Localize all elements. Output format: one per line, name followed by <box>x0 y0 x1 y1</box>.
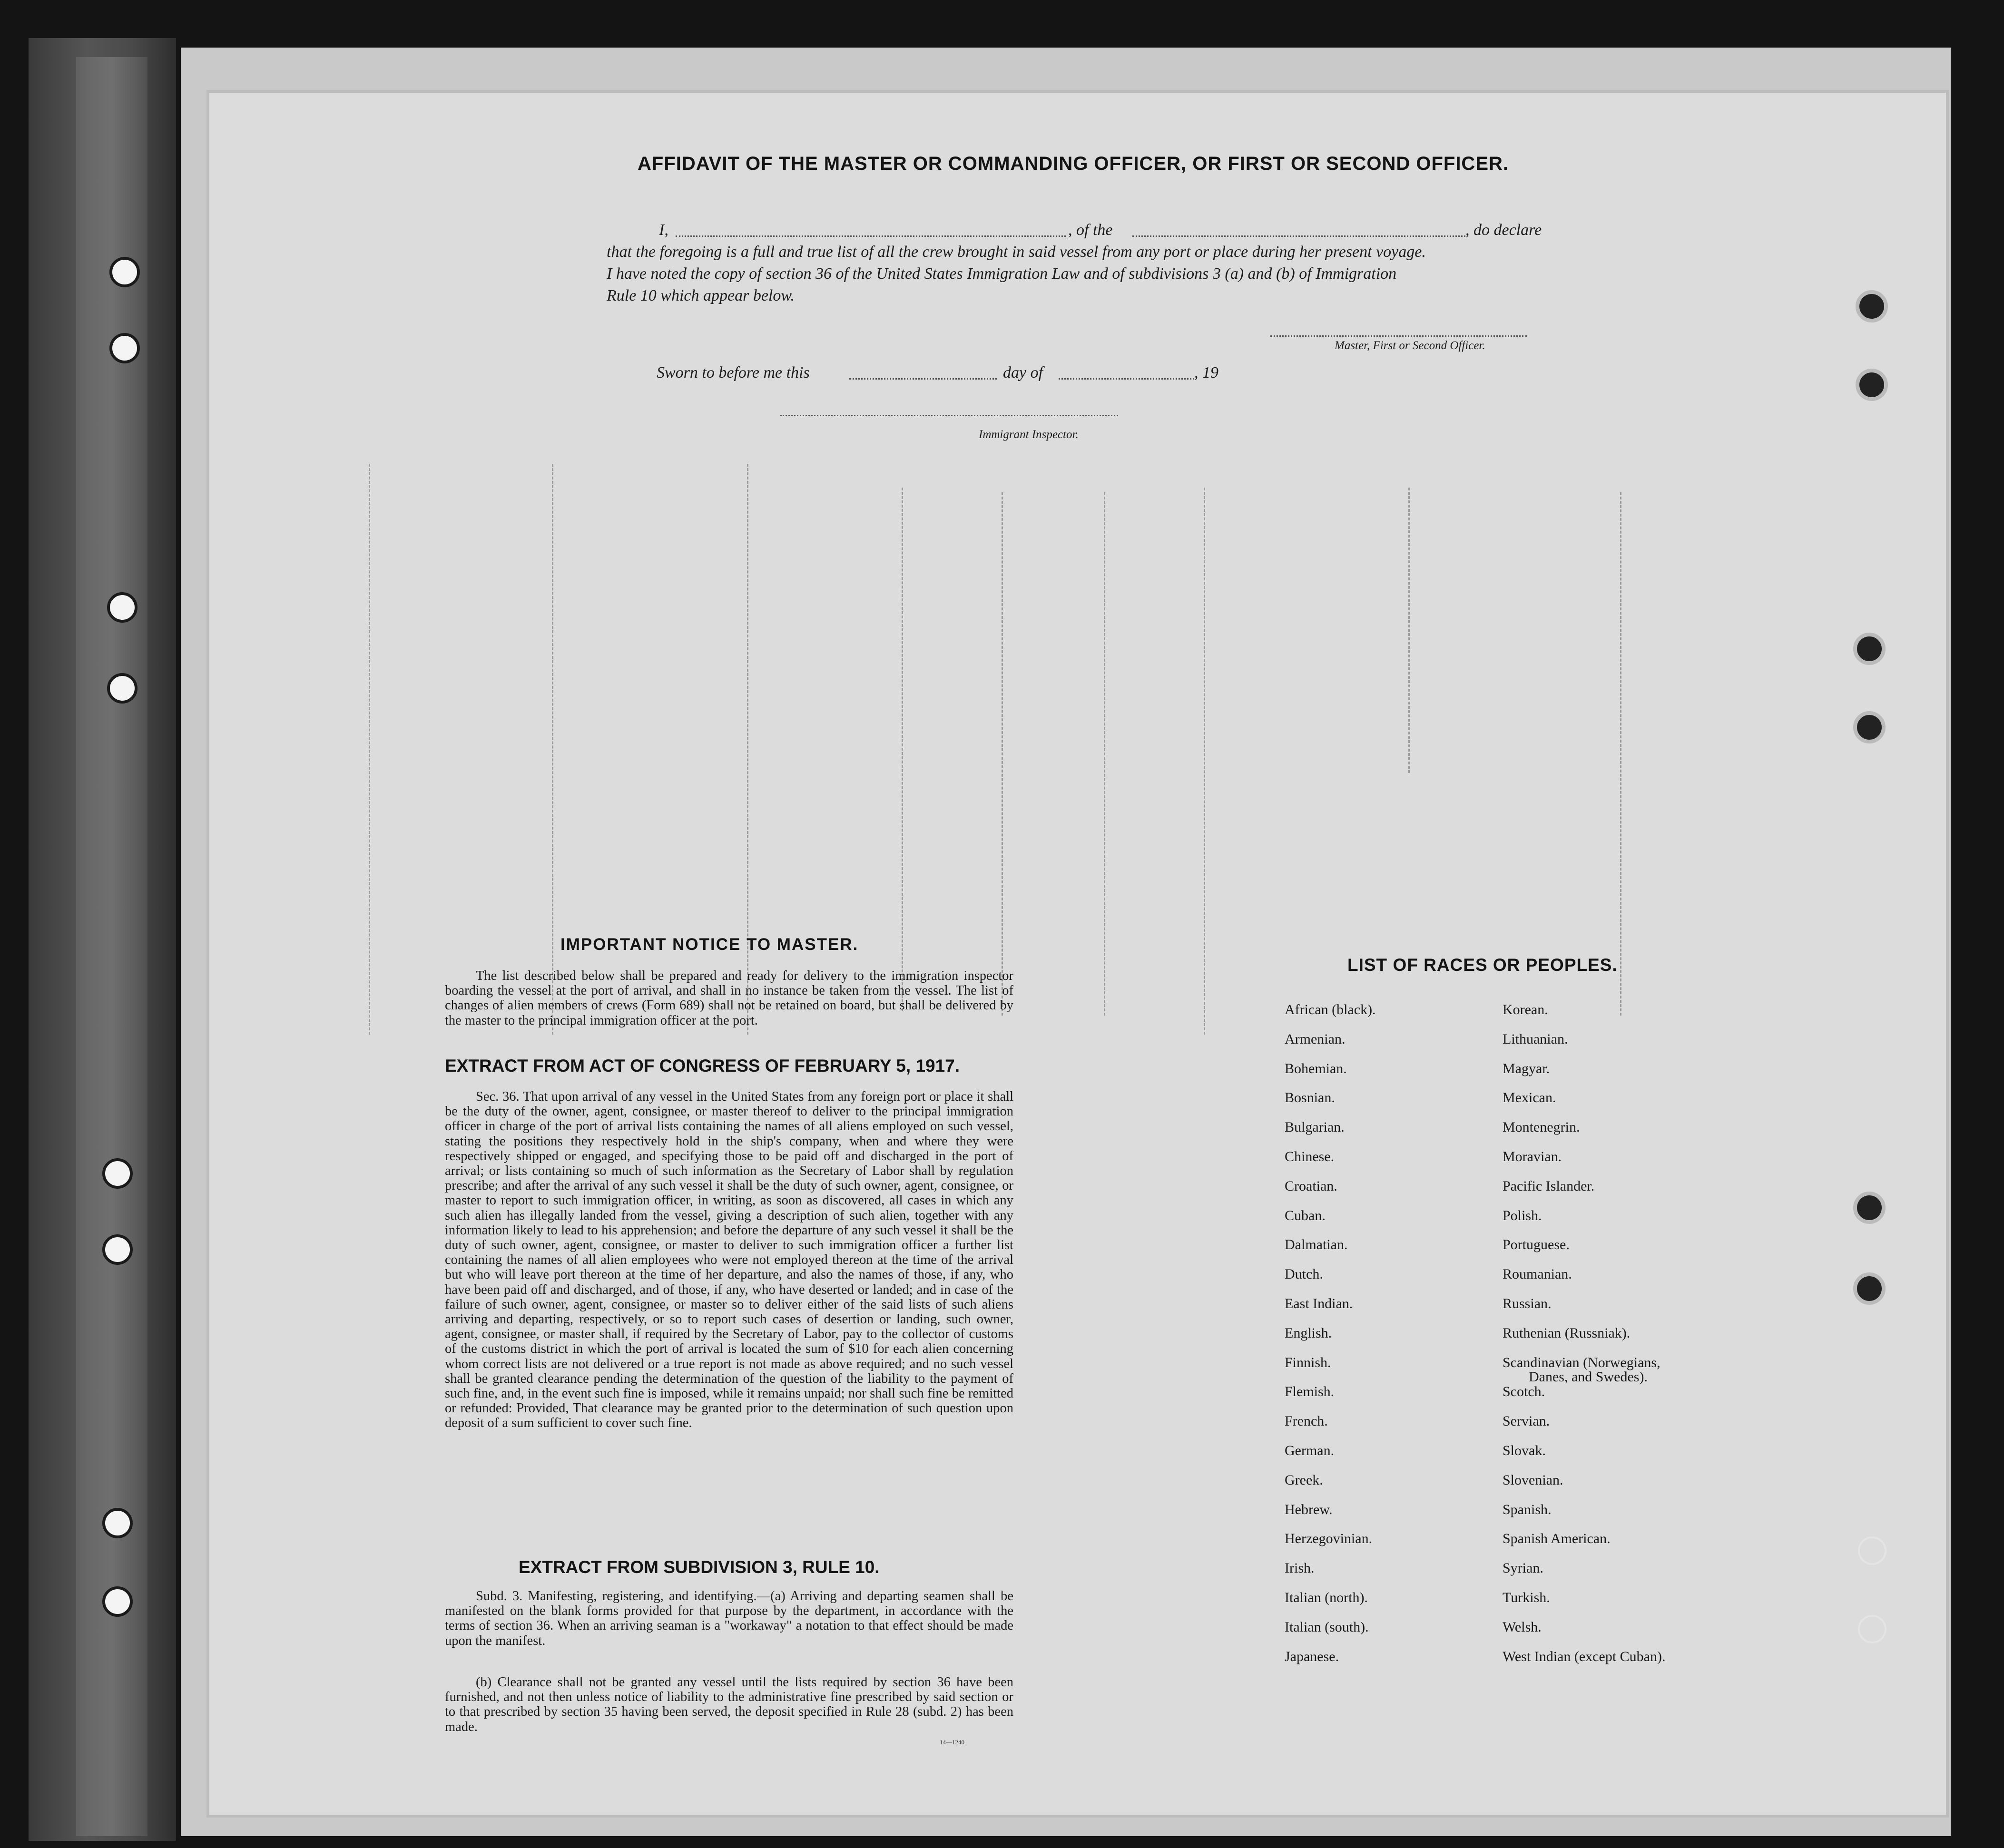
race-item: Portuguese. <box>1503 1237 1570 1253</box>
race-item: East Indian. <box>1285 1296 1353 1311</box>
race-item: Scandinavian (Norwegians, <box>1503 1354 1660 1370</box>
race-item: Welsh. <box>1503 1619 1542 1635</box>
race-item: Dutch. <box>1285 1266 1323 1282</box>
race-item: Russian. <box>1503 1296 1552 1311</box>
race-item: Pacific Islander. <box>1503 1178 1595 1194</box>
sworn-date-line <box>849 378 997 380</box>
binder-hole <box>102 1234 133 1265</box>
race-item: Armenian. <box>1285 1031 1346 1047</box>
ghost-column <box>369 464 370 1035</box>
binder-hole <box>102 1158 133 1189</box>
master-signature-label: Master, First or Second Officer. <box>1335 339 1485 352</box>
race-item: Slovak. <box>1503 1443 1546 1458</box>
document-page <box>209 93 1946 1815</box>
race-item: Montenegrin. <box>1503 1119 1580 1135</box>
binder-hole <box>109 257 140 287</box>
race-item: Croatian. <box>1285 1178 1337 1194</box>
race-item: Flemish. <box>1285 1384 1335 1400</box>
affidavit-declare: , do declare <box>1465 221 1542 239</box>
ghost-column <box>1104 492 1105 1016</box>
race-item: Finnish. <box>1285 1354 1331 1370</box>
race-item: Korean. <box>1503 1002 1548 1017</box>
race-item: Chinese. <box>1285 1149 1335 1164</box>
race-item: Moravian. <box>1503 1149 1562 1164</box>
race-item: Danes, and Swedes). <box>1529 1369 1648 1385</box>
race-item: African (black). <box>1285 1002 1376 1017</box>
sworn-month-line <box>1059 378 1194 380</box>
affidavit-i: I, <box>659 221 668 239</box>
race-item: German. <box>1285 1443 1335 1458</box>
ghost-column <box>902 488 903 1011</box>
race-item: Ruthenian (Russniak). <box>1503 1325 1631 1341</box>
race-item: Slovenian. <box>1503 1472 1563 1488</box>
page-hole <box>1856 290 1888 323</box>
race-item: Magyar. <box>1503 1060 1550 1076</box>
binder-hole <box>109 333 140 363</box>
form-number: 14—1240 <box>940 1739 964 1746</box>
race-item: Greek. <box>1285 1472 1323 1488</box>
page-hole <box>1853 1192 1886 1224</box>
master-signature-line <box>1270 335 1527 337</box>
page-hole <box>1858 1536 1886 1565</box>
race-item: Cuban. <box>1285 1207 1326 1223</box>
inspector-label: Immigrant Inspector. <box>979 428 1079 441</box>
race-item: Polish. <box>1503 1207 1542 1223</box>
affidavit-line-3: I have noted the copy of section 36 of the United States Immigration Law and of subdivisions 3 (a) and (b) of Immigration <box>607 265 1397 283</box>
sworn-year: , 19 <box>1194 364 1218 381</box>
race-item: Lithuanian. <box>1503 1031 1568 1047</box>
ghost-column <box>552 464 553 1035</box>
affidavit-line-2: that the foregoing is a full and true list of all the crew brought in said vessel from any port or place during her present voyage. <box>607 243 1426 261</box>
ghost-column <box>1002 492 1003 1016</box>
page-hole <box>1858 1615 1886 1643</box>
extract-act-title: EXTRACT FROM ACT OF CONGRESS OF FEBRUARY 5, 1917. <box>445 1056 960 1076</box>
race-item: West Indian (except Cuban). <box>1503 1648 1666 1664</box>
race-item: Dalmatian. <box>1285 1237 1348 1253</box>
ghost-column <box>1620 492 1621 1016</box>
race-item: Italian (north). <box>1285 1590 1368 1605</box>
race-item: Turkish. <box>1503 1590 1550 1605</box>
race-item: Japanese. <box>1285 1648 1339 1664</box>
race-item: Bohemian. <box>1285 1060 1347 1076</box>
race-item: Mexican. <box>1503 1090 1556 1106</box>
race-item: Hebrew. <box>1285 1501 1333 1517</box>
binder-hole <box>102 1586 133 1617</box>
race-item: Scotch. <box>1503 1384 1545 1400</box>
vessel-blank-line <box>1132 235 1465 237</box>
race-item: Italian (south). <box>1285 1619 1369 1635</box>
sworn-prefix: Sworn to before me this <box>657 364 810 381</box>
race-item: Spanish American. <box>1503 1531 1611 1547</box>
binder-hole <box>107 592 138 623</box>
page-hole <box>1856 369 1888 401</box>
page-hole <box>1853 633 1886 665</box>
notice-body: The list described below shall be prepared and ready for delivery to the immigration inspector boarding the vessel at the port of arrival, and shall in no instance be taken from the vessel. The list of changes of alien members of crews (Form 689) shall not be retained on board, but shall be delivered by the master to the principal immigration officer at the port. <box>445 968 1013 1028</box>
binder-hole <box>107 673 138 704</box>
races-title: LIST OF RACES OR PEOPLES. <box>1347 955 1618 975</box>
race-item: Herzegovinian. <box>1285 1531 1373 1547</box>
extract-rule-para-b: (b) Clearance shall not be granted any vessel until the lists required by section 36 have been furnished, and not then unless notice of liability to the administrative fine prescribed by said section or to that prescribed by section 35 having been served, the deposit specified in Rule 28 (subd. 2) has been made. <box>445 1675 1013 1734</box>
extract-act-body: Sec. 36. That upon arrival of any vessel in the United States from any foreign port or place it shall be the duty of the owner, agent, consignee, or master thereof to deliver to the principal immigration officer in charge of the port of arrival lists containing the names of all aliens employed on such vessel, stating the positions they respectively hold in the ship's company, when and where they were respectively shipped or engaged, and specifying those to be paid off and discharged in the port of arrival; or lists containing so much of such information as the Secretary of Labor shall by regulation prescribe; and after the arrival of any such vessel it shall be the duty of such owner, agent, consignee, or master to report to such immigration officer, in writing, as soon as discovered, all cases in which any such alien has illegally landed from the vessel, giving a description of such alien, together with any information likely to lead to his apprehension; and before the departure of any such vessel it shall be the duty of such owner, agent, consignee, or master to deliver to such immigration officer a further list containing the names of all alien employees who were not employed thereon at the time of the arrival but who will leave port thereon at the time of her departure, and also the names of those, if any, who have been paid off and discharged, and of those, if any, who have deserted or landed; and in case of the failure of such owner, agent, consignee, or master so to deliver either of the said lists of such aliens arriving and departing, respectively, or so to report such cases of desertion or landing, such owner, agent, consignee, or master shall, if required by the Secretary of Labor, pay to the collector of customs of the customs district in which the port of arrival is located the sum of $10 for each alien concerning whom correct lists are not delivered or a true report is not made as above required; and no such vessel shall be granted clearance pending the determination of the question of the liability to the payment of such fine, and, in the event such fine is imposed, while it remains unpaid; nor shall such fine be remitted or refunded: Provided, That clearance may be granted prior to the determination of such question upon deposit of a sum sufficient to cover such fine. <box>445 1089 1013 1431</box>
name-blank-line <box>676 235 1066 237</box>
race-item: French. <box>1285 1413 1328 1429</box>
affidavit-line-4: Rule 10 which appear below. <box>607 287 795 304</box>
race-item: Servian. <box>1503 1413 1550 1429</box>
binder-edge <box>76 57 147 1836</box>
race-item: Irish. <box>1285 1560 1315 1576</box>
extract-rule-title: EXTRACT FROM SUBDIVISION 3, RULE 10. <box>519 1557 880 1577</box>
ghost-column <box>1204 488 1205 1035</box>
sworn-day-of: day of <box>1003 364 1043 381</box>
race-item: English. <box>1285 1325 1332 1341</box>
affidavit-title: AFFIDAVIT OF THE MASTER OR COMMANDING OFFICER, OR FIRST OR SECOND OFFICER. <box>638 153 1509 174</box>
race-item: Roumanian. <box>1503 1266 1572 1282</box>
race-item: Bulgarian. <box>1285 1119 1345 1135</box>
page-hole <box>1853 711 1886 743</box>
page-hole <box>1853 1272 1886 1305</box>
notice-title: IMPORTANT NOTICE TO MASTER. <box>560 935 859 954</box>
race-item: Spanish. <box>1503 1501 1552 1517</box>
race-item: Syrian. <box>1503 1560 1543 1576</box>
ghost-column <box>1408 488 1410 773</box>
inspector-signature-line <box>780 415 1118 416</box>
affidavit-of-the: , of the <box>1068 221 1113 239</box>
extract-rule-para-a: Subd. 3. Manifesting, registering, and identifying.—(a) Arriving and departing seamen shall be manifested on the blank forms provided for that purpose by the department, in accordance with the terms of section 36. When an arriving seaman is a "workaway" a notation to that effect should be made upon the manifest. <box>445 1589 1013 1648</box>
race-item: Bosnian. <box>1285 1090 1335 1106</box>
binder-hole <box>102 1508 133 1538</box>
